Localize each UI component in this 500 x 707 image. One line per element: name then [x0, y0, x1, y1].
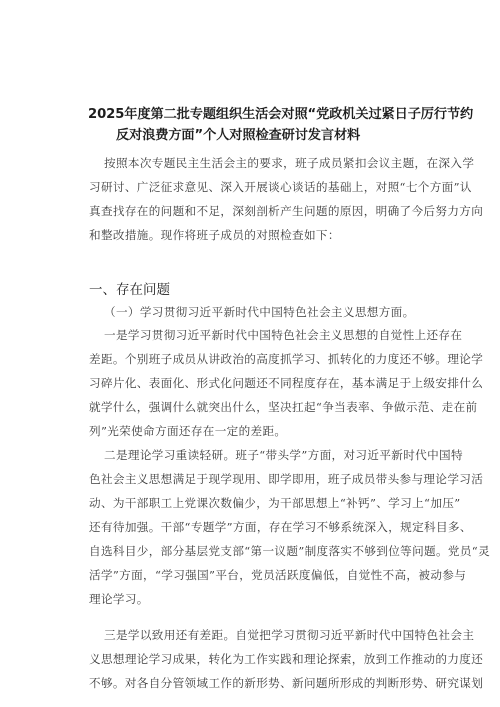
intro-line-2: 习研讨、广泛征求意见、深入开展谈心谈话的基础上，对照“七个方面”认: [89, 180, 472, 194]
intro-line-4: 和整改措施。现作将班子成员的对照检查如下：: [89, 228, 340, 242]
para3-line-1: 三是学以致用还有差距。自觉把学习贯彻习近平新时代中国特色社会主: [104, 628, 475, 642]
para2-line-3: 动、为干部职工上党课次数偏少，为干部思想上“补钙”、学习上“加压”: [89, 496, 461, 510]
para2-line-1: 二是理论学习重读轻研。班子“带头学”方面，对习近平新时代中国特: [104, 448, 463, 462]
para1-line-1: 一是学习贯彻习近平新时代中国特色社会主义思想的自觉性上还存在: [104, 328, 463, 342]
document-title-line-2: 反对浪费方面”个人对照检查研讨发言材料: [116, 128, 361, 143]
intro-line-3: 真查找存在的问题和不足，深刻剖析产生问题的原因，明确了今后努力方向: [89, 204, 484, 218]
para3-line-2: 义思想理论学习成果，转化为工作实践和理论探索，放到工作推动的力度还: [89, 652, 484, 666]
para2-line-5: 自选科目少，部分基层党支部“第一议题”制度落实不够到位等问题。党员“灵: [89, 544, 491, 558]
para3-line-3: 不够。对各自分管领域工作的新形势、新问题所形成的判断形势、研究谋划: [89, 676, 484, 690]
subsection-heading-1: （一）学习贯彻习近平新时代中国特色社会主义思想方面。: [104, 305, 415, 319]
intro-line-1: 按照本次专题民主生活会主的要求，班子成员紧扣会议主题，在深入学: [104, 156, 475, 170]
para1-line-4: 就学什么，强调什么就突出什么，坚决扛起“争当表率、争做示范、走在前: [89, 400, 478, 414]
section-heading-problems: 一、存在问题: [89, 282, 170, 298]
document-title-line-1: 2025年度第二批专题组织生活会对照“党政机关过紧日子厉行节约: [88, 107, 474, 122]
para1-line-2: 差距。个别班子成员从讲政治的高度抓学习、抓转化的力度还不够。理论学: [89, 352, 484, 366]
para2-line-7: 理论学习。: [89, 592, 149, 606]
para2-line-4: 还有待加强。干部“专题学”方面，存在学习不够系统深入，规定科目多、: [89, 520, 472, 534]
para2-line-6: 活学”方面，“学习强国”平台，党员活跃度偏低，自觉性不高，被动参与: [89, 568, 467, 582]
para1-line-3: 习碎片化、表面化、形式化问题还不同程度存在，基本满足于上级安排什么: [89, 376, 484, 390]
para1-line-5: 列”光荣使命方面还存在一定的差距。: [89, 424, 287, 438]
para2-line-2: 色社会主义思想满足于现学现用、即学即用，班子成员带头参与理论学习活: [89, 472, 484, 486]
